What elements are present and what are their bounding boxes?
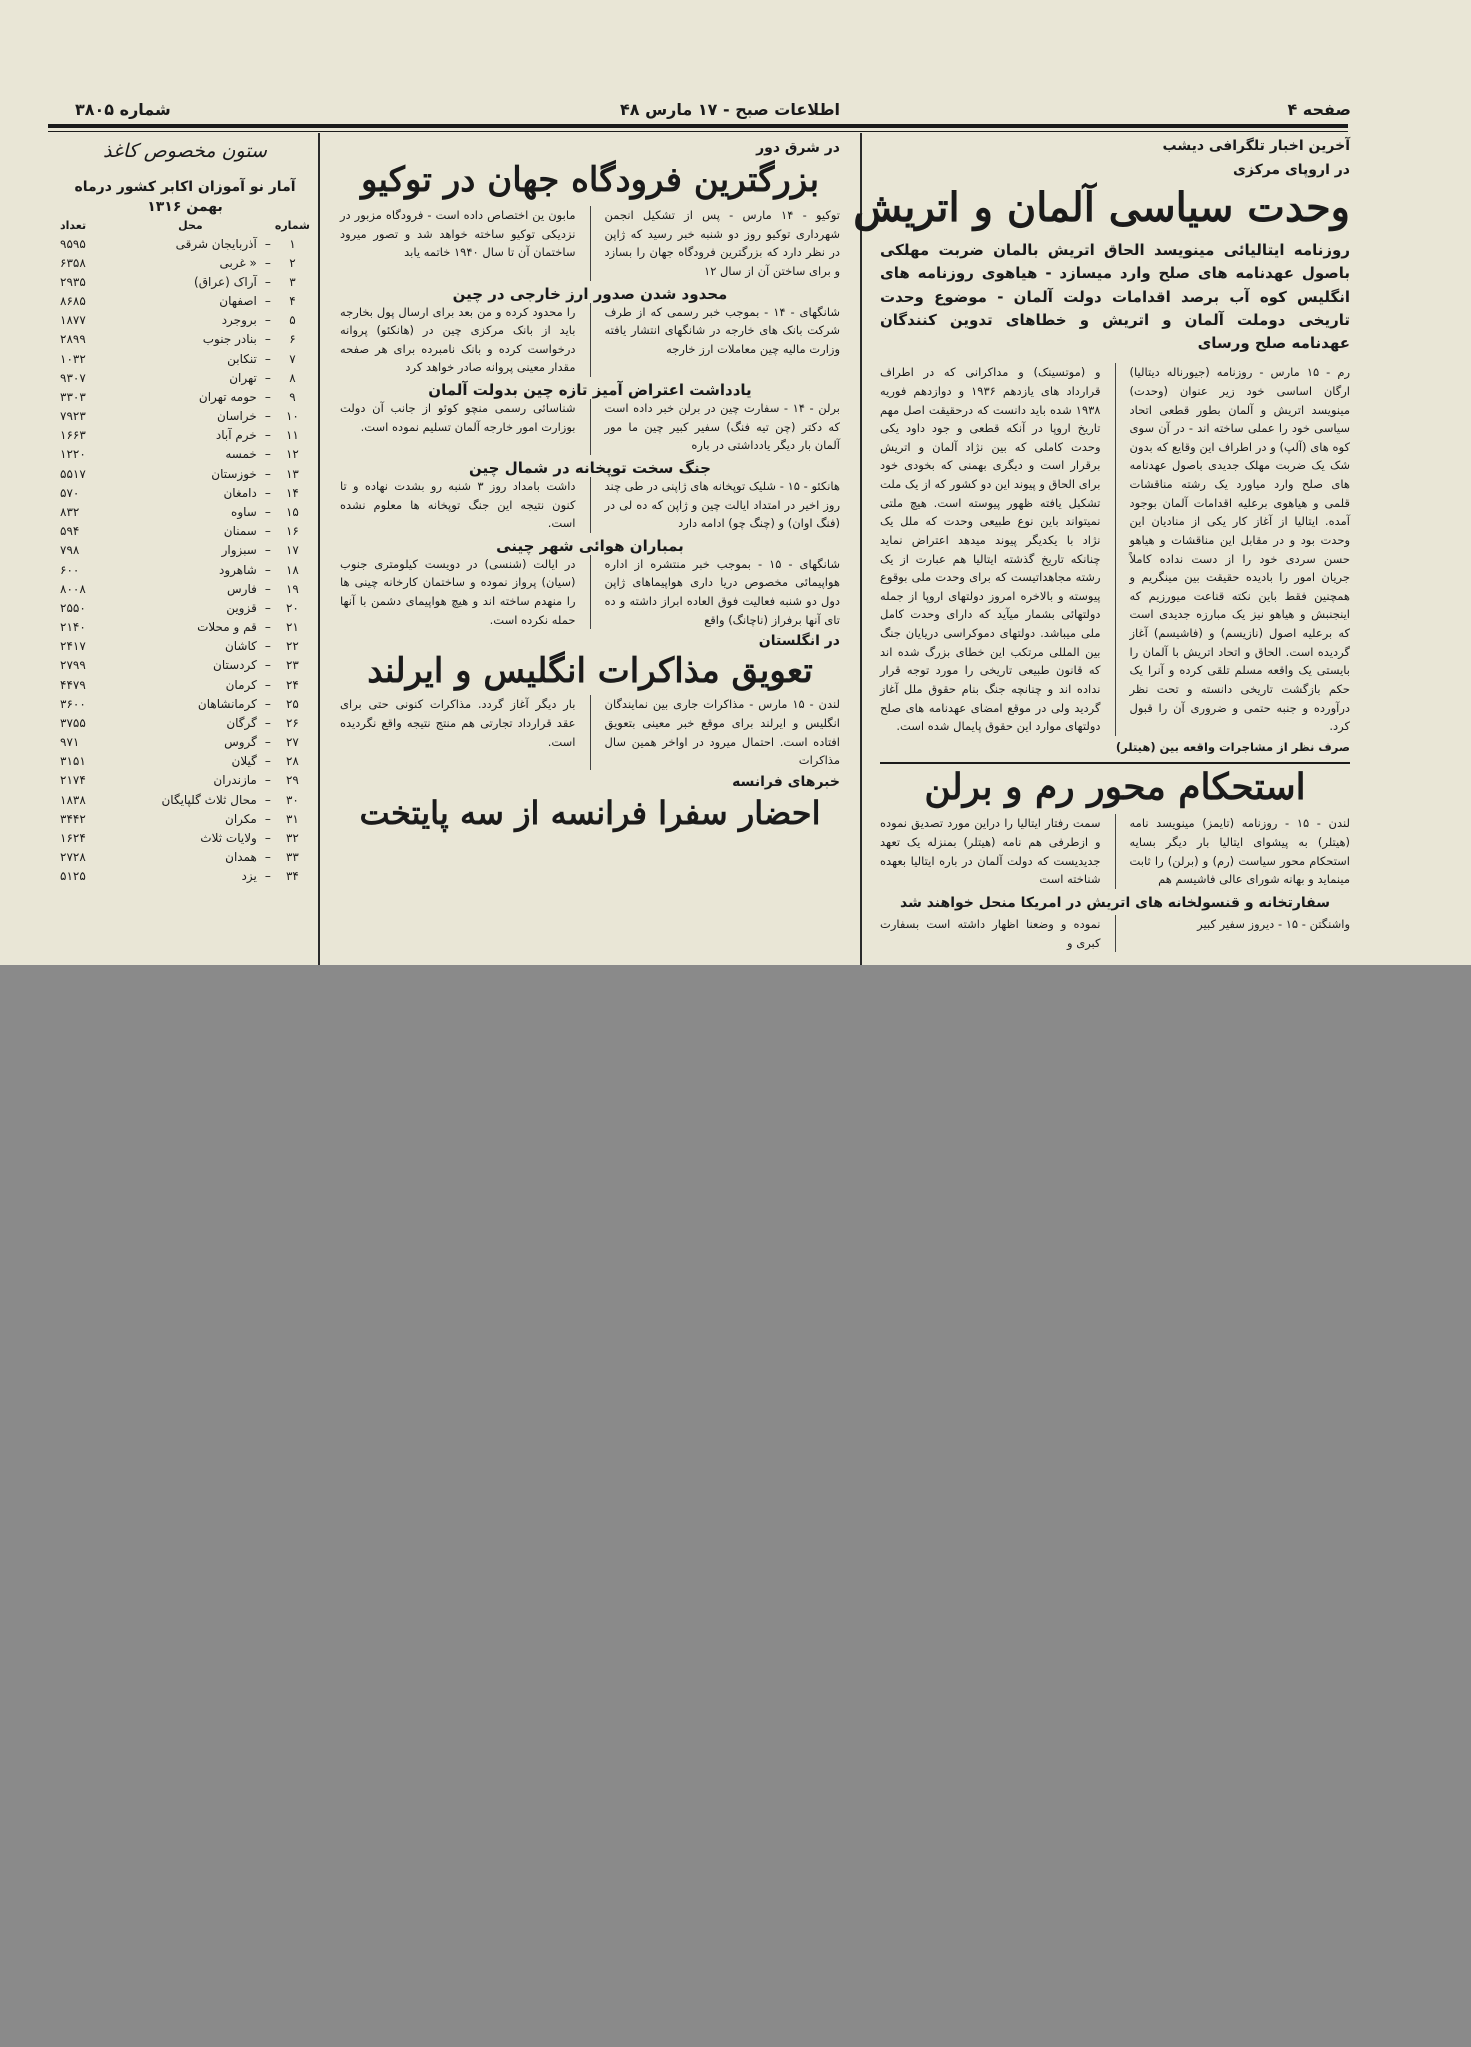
row-dash: – — [264, 447, 271, 462]
row-count: ۷۹۸ — [60, 543, 80, 558]
article-text: بار دیگر آغاز گردد. مذاکرات کنونی حتی برای عقد قرارداد تجارتی هم منتج نتیجه واقع نگردیده است. — [340, 697, 576, 749]
row-dash: – — [264, 715, 271, 730]
table-row — [60, 388, 310, 407]
article-headline: جنگ سخت توپخانه در شمال چین — [469, 458, 711, 477]
row-dash: – — [264, 504, 271, 519]
row-place: آراک (عراق) — [194, 274, 257, 289]
row-count: ۱۶۶۳ — [60, 428, 86, 443]
folded-blank-area — [0, 965, 1471, 2047]
row-place: کرمانشاهان — [197, 696, 257, 711]
row-number: ۱۴ — [285, 485, 299, 500]
row-dash: – — [264, 524, 271, 539]
row-dash: – — [264, 677, 271, 692]
col-header-dash — [261, 217, 275, 234]
row-place: گرگان — [226, 715, 257, 730]
row-number: ۳ — [289, 274, 296, 289]
row-dash: – — [264, 236, 271, 251]
article-body — [340, 303, 840, 378]
article-text: شناسائی رسمی منچو کوئو از جانب آن دولت بوزارت امور خارجه آلمان تسلیم نموده است. — [340, 401, 576, 434]
headline-subtitle: روزنامه ایتالیائی مینویسد الحاق اتریش بالمان ضربت مهلکی باصول عهدنامه های صلح وارد میسازد - هیاهوی روزنامه های انگلیس کوه آب برصد اقدامات دولت آلمان - موضوع وحدت تاریخی دوملت آلمان و اتریش و خطاهای تدوین کنندگان عهدنامه صلح ورسای — [880, 241, 1350, 352]
article-body — [880, 363, 1350, 736]
row-place: بروجرد — [221, 313, 257, 328]
column-divider — [590, 555, 591, 630]
row-place: گیلان — [231, 754, 257, 769]
row-place: آذربایجان شرقی — [175, 236, 257, 251]
main-headline: وحدت سیاسی آلمان و اتریش — [853, 184, 1350, 231]
column-rule — [318, 133, 320, 965]
article-headline: محدود شدن صدور ارز خارجی در چین — [452, 284, 728, 303]
row-place: قم و محلات — [197, 620, 257, 635]
row-number: ۳۲ — [285, 830, 299, 845]
row-number: ۸ — [289, 370, 296, 385]
row-dash: – — [264, 792, 271, 807]
table-row — [60, 733, 310, 752]
row-count: ۱۸۷۷ — [60, 313, 86, 328]
row-place: محال ثلاث گلپایگان — [161, 792, 257, 807]
row-count: ۶۳۵۸ — [60, 255, 86, 270]
row-place: بنادر جنوب — [202, 332, 257, 347]
article-text: برلن - ۱۴ - سفارت چین در برلن خبر داده است که دکتر (چن تیه فنگ) سفیر کبیر چین ما مور آلمان بار دیگر یادداشتی در باره — [604, 401, 840, 453]
row-count: ۹۵۹۵ — [60, 236, 86, 251]
table-row — [60, 253, 310, 272]
table-row — [60, 407, 310, 426]
row-count: ۲۱۷۴ — [60, 773, 86, 788]
row-count: ۱۲۲۰ — [60, 447, 86, 462]
article-body — [340, 399, 840, 455]
row-dash: – — [264, 811, 271, 826]
table-row — [60, 771, 310, 790]
article-text: لندن - ۱۵ مارس - مذاکرات جاری بین نمایندگان انگلیس و ایرلند برای موقع خبر معینی بتعویق افتاده است. احتمال میرود در اواخر همین سال مذاکرات — [604, 697, 840, 768]
row-count: ۹۷۱ — [60, 735, 80, 750]
row-count: ۳۶۰۰ — [60, 696, 86, 711]
row-dash: – — [264, 658, 271, 673]
section-label: در اروپای مرکزی — [1233, 162, 1350, 178]
column-divider — [1115, 363, 1116, 736]
row-number: ۵ — [289, 313, 296, 328]
row-number: ۲۹ — [285, 773, 299, 788]
row-place: خراسان — [216, 409, 257, 424]
row-count: ۲۴۱۷ — [60, 639, 86, 654]
col-header-num: شماره — [274, 219, 310, 233]
row-number: ۱۵ — [285, 504, 299, 519]
table-row — [60, 349, 310, 368]
stats-table — [60, 217, 310, 886]
table-row — [60, 694, 310, 713]
page-number: صفحه ۴ — [1287, 100, 1351, 119]
article-headline: یادداشت اعتراض آمیز تازه چین بدولت آلمان — [428, 381, 752, 399]
col-header-count: تعداد — [60, 219, 87, 233]
row-number: ۳۴ — [285, 869, 299, 884]
article-note: صرف نظر از مشاجرات واقعه بین (هیتلر) — [1115, 739, 1350, 754]
row-number: ۲۸ — [285, 754, 299, 769]
column-divider — [590, 695, 591, 770]
article-body — [340, 206, 840, 281]
table-row — [60, 234, 310, 253]
article-text: و (موتسینک) و مداکرانی که در اطراف قرارداد های یازدهم ۱۹۳۶ و دوازدهم فوریه ۱۹۳۸ شده باید دانست که درحقیقت اصل مهم تاریخ اروپا در آنکه قطعی و جود داود یکی وحدت کاملی که بین نژاد آلمان و اتریش برقرار است و دیگری بهمنی که بخودی خود برای الحاق و پیوند این دو کشور که از یک ملت تشکیل یافته ظهور پیوسته است. هیچ ملتی نمیتواند باین نوع طبیعی وحدت که ملل یک نژاد با یکدیگر پیوند میدهد اعتراض نماید چنانکه تاریخ گذشته ایتالیا هم عبارت از یک رشته مجاهداتیست که برای وحدت ملی بوقوع پیوسته و بالاخره امروز دولتهای اروپا از جمله دولتهائی بشمار میآید که دارای وحدت کامل ملی میباشد. دولتهای دموکراسی دریایان جنگ بین المللی مرتکب این خطای بزرگ شده اند که قانون طبیعی تاریخی را مورد توجه قرار نداده اند و چنانچه جنگ بنام حقوق ملل آغاز گردید ولی در موقع امضای عهدنامه های صلح دولتهای موارد این حقوق پایمال شده است. — [880, 365, 1101, 734]
table-row — [60, 426, 310, 445]
row-number: ۱۳ — [285, 466, 299, 481]
row-dash: – — [264, 313, 271, 328]
row-number: ۹ — [289, 389, 296, 404]
column-divider — [590, 477, 591, 533]
row-place: دامغان — [223, 485, 257, 500]
table-row — [60, 656, 310, 675]
article-text: داشت بامداد روز ۳ شنبه رو بشدت نهاده و تا کنون نتیجه این جنگ توپخانه ها معلوم نشده است. — [340, 478, 576, 531]
article-body — [340, 555, 840, 630]
issue-number: شماره ۳۸۰۵ — [75, 100, 171, 119]
article-text: توکیو - ۱۴ مارس - پس از تشکیل انجمن شهرداری توکیو روز دو شنبه خبر رسید که ژاپن در نظر دارد که بزرگترین فرودگاه جهان را بسازد و برای ساختن آن از سال ۱۲ — [604, 208, 840, 278]
article-text: در ایالت (شنسی) در دویست کیلومتری جنوب (سیان) پرواز نموده و ساختمان کارخانه چینی ها را منهدم ساخته اند و هیچ هواپیمای دشمن با آنها حمله نکرده است. — [340, 556, 576, 627]
row-number: ۲۴ — [285, 677, 299, 692]
article-text: شانگهای - ۱۴ - بموجب خبر رسمی که از طرف شرکت بانک های خارجه در شانگهای انتشار یافته وزارت مالیه چین معاملات ارز خارجه — [604, 304, 840, 356]
stats-title: آمار نو آموزان اکابر کشور درماه بهمن ۱۳۱۶ — [74, 179, 296, 215]
middle-column — [340, 140, 840, 832]
row-number: ۱۱ — [285, 428, 299, 443]
row-dash: – — [264, 696, 271, 711]
row-number: ۱۰ — [285, 409, 299, 424]
row-dash: – — [264, 351, 271, 366]
row-place: قزوین — [226, 600, 257, 615]
row-count: ۳۴۴۲ — [60, 811, 86, 826]
row-count: ۱۰۳۲ — [60, 351, 86, 366]
table-row — [60, 867, 310, 886]
row-dash: – — [264, 428, 271, 443]
article-text: را محدود کرده و من بعد برای ارسال پول بخارجه باید از بانک مرکزی چین در (هانکئو) پروانه درخواست کرده و بانک نامبرده برای هر صفحه مقدار معینی پروانه صادر خواهد کرد — [340, 304, 576, 375]
section-label: در شرق دور — [756, 140, 840, 156]
row-dash: – — [264, 581, 271, 596]
row-dash: – — [264, 620, 271, 635]
row-count: ۲۱۴۰ — [60, 620, 86, 635]
table-row — [60, 522, 310, 541]
row-dash: – — [264, 850, 271, 865]
row-place: کاشان — [224, 639, 257, 654]
row-dash: – — [264, 639, 271, 654]
row-number: ۳۳ — [285, 850, 299, 865]
stats-table-body — [60, 234, 310, 886]
column-divider — [1115, 814, 1116, 889]
row-number: ۲۳ — [285, 658, 299, 673]
issue-date: اطلاعات صبح - ۱۷ مارس ۴۸ — [620, 100, 840, 119]
row-count: ۱۶۲۴ — [60, 830, 86, 845]
article-text: رم - ۱۵ مارس - روزنامه (جیورناله دیتالیا) ارگان اساسی خود زیر عنوان (وحدت) مینویسد اتریش و آلمان بطور قطعی اتحاد سیاسی خود را عملی ساخته اند - در آن سوی کوه های (آلپ) و در اطراف این وقایع که بدون شک یک ضربت مهلک جدیدی باصول عهدنامه های صلح وارد میاورد یک رشته مناقشات قلمی و هیاهوی برعلیه اقدامات آلمان بوجود آمده. ایتالیا از آغاز کار یکی از منادیان این وحدت بود و در مقابل این مناقشات و هیاهو حسن سردی خود را از دست نداده کاملاً جریان امور را بادیده حقیقت بین مینگریم و همچنین فقط باین نکته قناعت میورزیم که اینجنبش و هیاهو نیز یک مبارزه جدیدی است که برعلیه اصول (نازیسم) و (فاشیسم) آغاز گردیده است. الحاق و اتحاد اتریش با آلمان را بایستی یک واقعه مسلم تلقی کرده و آنرا یک حکم بازگشت تاریخی دانسته و تحت نظر درآورده و جنبه حتمی و ضروری آن را قبول کرد. — [1129, 365, 1350, 734]
row-place: یزد — [241, 869, 257, 884]
right-column — [853, 138, 1350, 952]
section-label: در انگلستان — [758, 633, 840, 650]
row-dash: – — [264, 332, 271, 347]
row-place: خرم آباد — [215, 428, 257, 443]
row-number: ۱۹ — [285, 581, 299, 596]
row-place: تنکابن — [227, 351, 257, 366]
column-divider — [590, 399, 591, 455]
row-dash: – — [264, 409, 271, 424]
row-count: ۵۷۰ — [60, 485, 80, 500]
row-number: ۳۱ — [285, 811, 299, 826]
row-place: تهران — [229, 370, 257, 385]
article-text: نموده و وضعنا اظهار داشته است بسفارت کبری و — [880, 916, 1101, 950]
table-row — [60, 292, 310, 311]
row-place: سمنان — [223, 524, 257, 539]
row-dash: – — [264, 389, 271, 404]
column-divider — [1115, 915, 1116, 952]
row-place: اصفهان — [219, 294, 257, 309]
headline-airport: بزرگترین فرودگاه جهان در توکیو — [360, 160, 820, 200]
row-number: ۲۵ — [285, 696, 299, 711]
table-row — [60, 829, 310, 848]
row-count: ۲۹۳۵ — [60, 274, 86, 289]
row-place: ساوه — [231, 504, 257, 519]
table-row — [60, 368, 310, 387]
section-label: آخرین اخبار تلگرافی دیشب — [1162, 138, 1350, 154]
row-dash: – — [264, 543, 271, 558]
article-text: شانگهای - ۱۵ - بموجب خبر منتشره از اداره هواپیمائی مخصوص دریا داری هواپیماهای ژاپن دول دو شنبه فعالیت فوق العاده ابراز داشته و ده تای آنها برفراز (ناچانگ) واقع — [604, 556, 840, 627]
table-row — [60, 541, 310, 560]
row-number: ۲ — [289, 255, 296, 270]
row-dash: – — [264, 869, 271, 884]
table-row — [60, 330, 310, 349]
row-dash: – — [264, 562, 271, 577]
row-count: ۱۸۳۸ — [60, 792, 86, 807]
row-place: شاهرود — [219, 562, 257, 577]
row-dash: – — [264, 255, 271, 270]
table-row — [60, 311, 310, 330]
table-row — [60, 790, 310, 809]
row-number: ۱۶ — [285, 524, 299, 539]
article-text: مابون ین اختصاص داده است - فرودگاه مزبور در نزدیکی توکیو ساخته خواهد شد و تصور میرود ساختمان آن تا سال ۱۹۴۰ خاتمه یابد — [340, 208, 576, 260]
article-body — [340, 477, 840, 533]
row-place: ولایات ثلاث — [200, 830, 257, 845]
article-body — [880, 814, 1350, 889]
row-dash: – — [264, 274, 271, 289]
row-dash: – — [264, 466, 271, 481]
article-text: هانکئو - ۱۵ - شلیک توپخانه های ژاپنی در طی چند روز اخیر در امتداد ایالت چین و ژاپن که ده لی در (فنگ اوان) و (چنگ چو) ادامه دارد — [604, 478, 840, 531]
row-count: ۲۸۹۹ — [60, 332, 86, 347]
table-header-row — [60, 217, 310, 234]
table-row — [60, 848, 310, 867]
column-divider — [590, 206, 591, 281]
row-place: خوزستان — [211, 466, 257, 481]
masthead-rule — [48, 124, 1348, 128]
column-rule — [860, 133, 862, 965]
table-row — [60, 675, 310, 694]
row-count: ۳۳۰۳ — [60, 389, 86, 404]
row-number: ۳۰ — [285, 792, 299, 807]
newspaper-page — [0, 0, 1471, 965]
row-count: ۵۵۱۷ — [60, 466, 86, 481]
row-number: ۶ — [289, 332, 296, 347]
table-row — [60, 579, 310, 598]
table-row — [60, 598, 310, 617]
row-count: ۶۰۰ — [60, 562, 80, 577]
stats-column — [60, 140, 310, 886]
article-body — [880, 915, 1350, 952]
headline-france: احضار سفرا فرانسه از سه پایتخت — [359, 793, 821, 832]
row-count: ۷۹۲۳ — [60, 409, 86, 424]
article-body — [340, 695, 840, 770]
row-dash: – — [264, 754, 271, 769]
article-text: واشنگتن - ۱۵ - دیروز سفیر کبیر — [1197, 916, 1350, 931]
table-row — [60, 637, 310, 656]
table-row — [60, 503, 310, 522]
row-place: گروس — [224, 735, 257, 750]
row-count: ۸۶۸۵ — [60, 294, 86, 309]
article-headline: سفارتخانه و قنسولخانه های اتریش در امریکا منحل خواهند شد — [899, 894, 1330, 911]
table-row — [60, 752, 310, 771]
article-text: سمت رفتار ایتالیا را دراین مورد تصدیق نموده و ازطرفی هم نامه (هیتلر) بمنزله یک تعهد جدیدیست که دولت آلمان در باره ایتالیا بعهده شناخته است — [880, 816, 1101, 887]
row-dash: – — [264, 773, 271, 788]
row-count: ۵۱۲۵ — [60, 869, 86, 884]
row-count: ۸۰۰۸ — [60, 581, 86, 596]
row-number: ۱ — [289, 236, 296, 251]
row-dash: – — [264, 294, 271, 309]
row-place: خمسه — [225, 447, 257, 462]
row-place: سبزوار — [221, 543, 257, 558]
row-count: ۲۵۵۰ — [60, 600, 86, 615]
section-label: خبرهای فرانسه — [732, 773, 840, 790]
row-count: ۳۱۵۱ — [60, 754, 86, 769]
row-number: ۱۷ — [285, 543, 299, 558]
row-dash: – — [264, 830, 271, 845]
row-place: « غربی — [219, 255, 257, 270]
article-text: لندن - ۱۵ - روزنامه (تایمز) مینویسد نامه (هیتلر) به پیشوای ایتالیا بار دیگر بسایه استحکام محور سیاست (رم) و (برلن) را ثابت مینماید و بهانه شورای عالی فاشیسم هم — [1129, 816, 1350, 887]
row-dash: – — [264, 370, 271, 385]
row-count: ۴۴۷۹ — [60, 677, 86, 692]
second-headline: استحکام محور رم و برلن — [880, 762, 1350, 808]
row-number: ۲۱ — [285, 620, 299, 635]
row-number: ۲۶ — [285, 715, 299, 730]
row-dash: – — [264, 600, 271, 615]
row-number: ۲۲ — [285, 639, 299, 654]
row-dash: – — [264, 485, 271, 500]
column-divider — [590, 303, 591, 378]
table-row — [60, 273, 310, 292]
table-row — [60, 713, 310, 732]
row-place: حومه تهران — [198, 389, 257, 404]
row-number: ۲۷ — [285, 735, 299, 750]
table-row — [60, 483, 310, 502]
row-count: ۵۹۴ — [60, 524, 80, 539]
masthead-rule-thin — [48, 131, 1348, 132]
row-place: مکران — [225, 811, 257, 826]
row-number: ۴ — [289, 294, 296, 309]
row-place: فارس — [227, 581, 257, 596]
row-number: ۱۲ — [285, 447, 299, 462]
row-number: ۱۸ — [285, 562, 299, 577]
row-place: کرمان — [225, 677, 257, 692]
row-number: ۷ — [289, 351, 296, 366]
row-number: ۲۰ — [285, 600, 299, 615]
headline-ireland: تعویق مذاکرات انگلیس و ایرلند — [367, 651, 813, 692]
row-place: همدان — [225, 850, 257, 865]
row-dash: – — [264, 735, 271, 750]
row-place: مازندران — [213, 773, 257, 788]
table-row — [60, 464, 310, 483]
table-row — [60, 618, 310, 637]
row-count: ۲۷۹۹ — [60, 658, 86, 673]
row-count: ۸۳۲ — [60, 504, 80, 519]
row-count: ۲۷۲۸ — [60, 850, 86, 865]
row-count: ۳۷۵۵ — [60, 715, 86, 730]
row-place: کردستان — [213, 658, 257, 673]
col-header-place: محل — [178, 219, 203, 233]
table-row — [60, 809, 310, 828]
table-row — [60, 445, 310, 464]
row-count: ۹۳۰۷ — [60, 370, 86, 385]
article-headline: بمباران هوائی شهر چینی — [496, 536, 684, 555]
table-row — [60, 560, 310, 579]
column-logo: ستون مخصوص کاغذ — [103, 140, 267, 162]
